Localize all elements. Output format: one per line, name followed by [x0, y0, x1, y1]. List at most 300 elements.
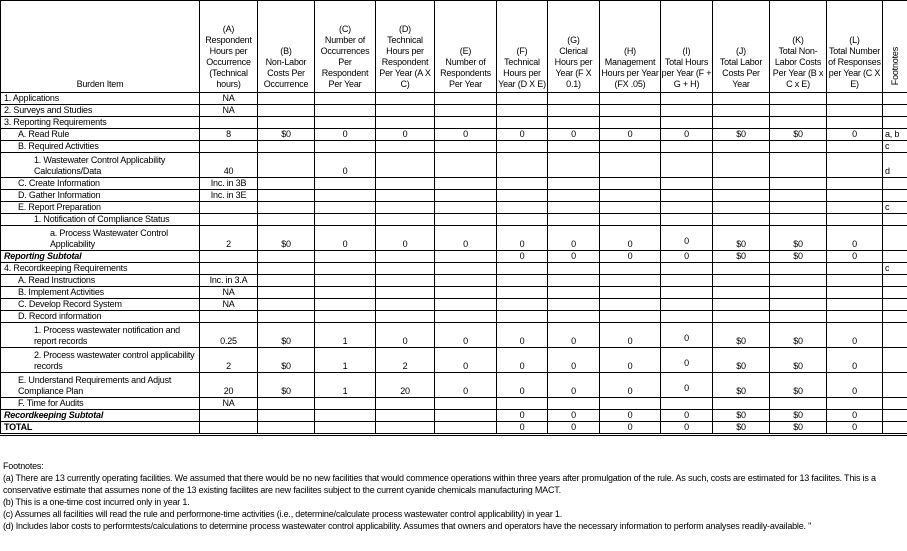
- value-cell: [827, 93, 883, 105]
- value-cell: [497, 105, 548, 117]
- value-cell: 0: [548, 226, 600, 251]
- column-header: (E) Number of Respondents Per Year: [435, 1, 497, 93]
- table-header-row: [1, 1, 907, 93]
- column-header-burden-item: Burden Item: [1, 1, 200, 93]
- column-header: (D) Technical Hours per Respondent Per Year (A X C): [376, 1, 435, 93]
- value-cell: [600, 117, 661, 129]
- value-cell: [315, 214, 376, 226]
- footnotes-section: [3, 460, 903, 532]
- value-cell: [548, 202, 600, 214]
- value-cell: 0: [827, 422, 883, 435]
- value-cell: 0: [600, 226, 661, 251]
- table-row: [1, 275, 907, 287]
- value-cell: [548, 275, 600, 287]
- value-cell: [200, 422, 258, 435]
- value-cell: [827, 117, 883, 129]
- footnote-ref-cell: [883, 93, 907, 105]
- footnote-ref-cell: [883, 410, 907, 422]
- value-cell: [435, 141, 497, 153]
- value-cell: [770, 105, 827, 117]
- footnote-ref-cell: [883, 398, 907, 410]
- value-cell: 0: [315, 129, 376, 141]
- value-cell: [548, 178, 600, 190]
- burden-item-cell: 2. Surveys and Studies: [1, 105, 200, 117]
- value-cell: 0: [600, 373, 661, 398]
- value-cell: 0: [600, 129, 661, 141]
- value-cell: [713, 105, 770, 117]
- table-row: [1, 141, 907, 153]
- value-cell: [713, 214, 770, 226]
- footnote-ref-cell: [883, 287, 907, 299]
- value-cell: 0: [435, 348, 497, 373]
- value-cell: 0: [827, 348, 883, 373]
- value-cell: 0: [435, 323, 497, 348]
- column-header: (B) Non-Labor Costs Per Occurrence: [258, 1, 315, 93]
- footnote-ref-cell: [883, 311, 907, 323]
- value-cell: [661, 190, 713, 202]
- value-cell: [376, 422, 435, 435]
- value-cell: [376, 117, 435, 129]
- value-cell: [770, 214, 827, 226]
- value-cell: 0: [661, 251, 713, 263]
- value-cell: [770, 275, 827, 287]
- value-cell: [770, 202, 827, 214]
- value-cell: [713, 263, 770, 275]
- footnote-ref-cell: [883, 251, 907, 263]
- value-cell: 0: [435, 226, 497, 251]
- value-cell: [315, 190, 376, 202]
- value-cell: $0: [713, 323, 770, 348]
- value-cell: 0: [497, 373, 548, 398]
- value-cell: [827, 178, 883, 190]
- footnote-ref-cell: [883, 178, 907, 190]
- value-cell: [258, 105, 315, 117]
- value-cell: [827, 275, 883, 287]
- footnote-ref-cell: [883, 105, 907, 117]
- value-cell: $0: [713, 410, 770, 422]
- value-cell: [315, 178, 376, 190]
- value-cell: [258, 398, 315, 410]
- value-cell: [600, 153, 661, 178]
- value-cell: [497, 190, 548, 202]
- value-cell: [497, 93, 548, 105]
- burden-item-cell: C. Create Information: [1, 178, 200, 190]
- value-cell: [548, 311, 600, 323]
- burden-item-cell: E. Understand Requirements and Adjust Compliance Plan: [1, 373, 200, 398]
- value-text: 0: [684, 333, 689, 343]
- burden-item-cell: Reporting Subtotal: [1, 251, 200, 263]
- value-cell: 0: [497, 251, 548, 263]
- value-cell: [548, 398, 600, 410]
- value-cell: [435, 214, 497, 226]
- total-row: [1, 422, 907, 435]
- value-cell: [376, 275, 435, 287]
- table-row: [1, 299, 907, 311]
- footnote-ref-cell: [883, 422, 907, 435]
- footnote-ref-cell: [883, 117, 907, 129]
- value-cell: 0: [600, 251, 661, 263]
- value-cell: 2: [200, 226, 258, 251]
- value-cell: [376, 214, 435, 226]
- value-cell: $0: [258, 226, 315, 251]
- burden-item-cell: Recordkeeping Subtotal: [1, 410, 200, 422]
- burden-item-cell: B. Implement Activities: [1, 287, 200, 299]
- value-cell: [376, 178, 435, 190]
- value-cell: [315, 105, 376, 117]
- value-cell: NA: [200, 93, 258, 105]
- value-cell: 1: [315, 348, 376, 373]
- subtotal-row: [1, 251, 907, 263]
- value-cell: [315, 311, 376, 323]
- value-cell: [827, 202, 883, 214]
- value-cell: [497, 178, 548, 190]
- value-cell: [713, 117, 770, 129]
- value-cell: Inc. in 3E: [200, 190, 258, 202]
- table-body: [1, 93, 907, 435]
- value-cell: [258, 263, 315, 275]
- value-cell: $0: [770, 226, 827, 251]
- value-cell: [315, 299, 376, 311]
- value-cell: [258, 93, 315, 105]
- value-cell: [200, 251, 258, 263]
- footnote-ref-cell: c: [883, 202, 907, 214]
- value-cell: [661, 202, 713, 214]
- burden-item-cell: 1. Process wastewater notification and report records: [1, 323, 200, 348]
- value-cell: [600, 93, 661, 105]
- value-cell: [497, 263, 548, 275]
- value-cell: [770, 93, 827, 105]
- value-cell: 0: [548, 323, 600, 348]
- table-row: [1, 263, 907, 275]
- value-cell: [376, 153, 435, 178]
- value-cell: [435, 190, 497, 202]
- footnotes-heading: Footnotes:: [3, 461, 44, 471]
- subtotal-row: [1, 410, 907, 422]
- value-cell: $0: [713, 251, 770, 263]
- value-cell: [435, 275, 497, 287]
- value-cell: [200, 117, 258, 129]
- value-cell: [258, 410, 315, 422]
- value-cell: [661, 178, 713, 190]
- column-header: (A) Respondent Hours per Occurrence (Technical hours): [200, 1, 258, 93]
- value-cell: [770, 311, 827, 323]
- burden-item-cell: F. Time for Audits: [1, 398, 200, 410]
- value-cell: [315, 117, 376, 129]
- column-header: (C) Number of Occurrences Per Respondent Per Year: [315, 1, 376, 93]
- column-header: (H) Management Hours per Year (FX .05): [600, 1, 661, 93]
- value-cell: [376, 299, 435, 311]
- value-cell: NA: [200, 299, 258, 311]
- value-cell: [713, 398, 770, 410]
- burden-item-cell: B. Required Activities: [1, 141, 200, 153]
- value-cell: [315, 422, 376, 435]
- value-cell: $0: [713, 422, 770, 435]
- value-cell: [497, 398, 548, 410]
- value-cell: [497, 153, 548, 178]
- value-cell: [376, 190, 435, 202]
- footnote-ref-cell: [883, 214, 907, 226]
- value-cell: 0: [497, 226, 548, 251]
- value-cell: [827, 299, 883, 311]
- value-cell: [661, 105, 713, 117]
- value-cell: [600, 287, 661, 299]
- value-cell: [770, 178, 827, 190]
- footnote-text: (b) This is a one-time cost incurred only in year 1.: [3, 497, 190, 507]
- value-text: 0: [684, 236, 689, 246]
- value-cell: [548, 263, 600, 275]
- value-cell: [661, 226, 713, 251]
- burden-item-cell: A. Read Instructions: [1, 275, 200, 287]
- value-cell: [661, 275, 713, 287]
- value-cell: [258, 422, 315, 435]
- value-cell: [600, 190, 661, 202]
- value-cell: [713, 190, 770, 202]
- table-row: [1, 105, 907, 117]
- value-cell: [827, 190, 883, 202]
- table-row: [1, 323, 907, 348]
- value-cell: [258, 202, 315, 214]
- value-cell: [713, 153, 770, 178]
- value-cell: [548, 141, 600, 153]
- value-cell: [435, 93, 497, 105]
- value-cell: [600, 202, 661, 214]
- value-cell: [600, 263, 661, 275]
- value-cell: [770, 287, 827, 299]
- footnote-ref-cell: [883, 190, 907, 202]
- footnote-ref-cell: [883, 299, 907, 311]
- value-cell: [435, 410, 497, 422]
- value-cell: [600, 311, 661, 323]
- value-cell: 0: [548, 129, 600, 141]
- value-cell: 20: [200, 373, 258, 398]
- table-row: [1, 214, 907, 226]
- table-row: [1, 287, 907, 299]
- value-cell: 40: [200, 153, 258, 178]
- burden-item-cell: D. Record information: [1, 311, 200, 323]
- value-cell: [376, 141, 435, 153]
- value-cell: [497, 287, 548, 299]
- column-header: (J) Total Labor Costs Per Year: [713, 1, 770, 93]
- value-cell: [200, 141, 258, 153]
- footnote-text: (c) Assumes all facilities will read the rule and performone-time activities (i.e., determine/calculate process wastewater control applicability) in year 1.: [3, 509, 563, 519]
- value-cell: [713, 299, 770, 311]
- value-cell: [661, 117, 713, 129]
- table-row: [1, 202, 907, 214]
- value-cell: [376, 202, 435, 214]
- value-cell: $0: [770, 348, 827, 373]
- value-cell: [548, 117, 600, 129]
- value-cell: [258, 214, 315, 226]
- value-cell: [770, 117, 827, 129]
- footnote-ref-cell: [883, 275, 907, 287]
- value-cell: [713, 202, 770, 214]
- value-cell: 0: [376, 323, 435, 348]
- value-cell: [435, 398, 497, 410]
- column-header: (K) Total Non-Labor Costs Per Year (B x C x E): [770, 1, 827, 93]
- value-cell: [770, 153, 827, 178]
- value-cell: 0: [548, 251, 600, 263]
- footnote-ref-cell: [883, 348, 907, 373]
- burden-item-cell: 4. Recordkeeping Requirements: [1, 263, 200, 275]
- value-cell: 0: [827, 129, 883, 141]
- value-cell: [497, 202, 548, 214]
- value-cell: [661, 141, 713, 153]
- burden-item-cell: TOTAL: [1, 422, 200, 435]
- value-cell: [770, 263, 827, 275]
- value-cell: $0: [770, 323, 827, 348]
- value-cell: [548, 299, 600, 311]
- burden-item-cell: 1. Wastewater Control Applicability Calculations/Data: [1, 153, 200, 178]
- column-header: (F) Technical Hours per Year (D X E): [497, 1, 548, 93]
- value-cell: [713, 311, 770, 323]
- value-cell: [827, 153, 883, 178]
- value-cell: [200, 214, 258, 226]
- value-cell: 1: [315, 323, 376, 348]
- value-cell: [497, 311, 548, 323]
- value-cell: [258, 153, 315, 178]
- value-cell: [315, 141, 376, 153]
- column-header: (L) Total Number of Responses per Year (C X E): [827, 1, 883, 93]
- value-cell: 0: [497, 348, 548, 373]
- value-cell: 0: [315, 226, 376, 251]
- footnote-text: (a) There are 13 currently operating facilities. We assumed that there would be no new facilities that would commence operations within three years after promulgation of the rule. As such, costs are estimated for 13 facilites. This is a conservative estimate that assumes none of the 13 existing facilites are new facilites subject to the current cyanide chemicals manufacturing MACT.: [3, 473, 876, 495]
- value-cell: [497, 299, 548, 311]
- value-cell: [548, 153, 600, 178]
- value-cell: 0: [827, 323, 883, 348]
- table-row: [1, 153, 907, 178]
- value-cell: [376, 105, 435, 117]
- value-cell: [661, 398, 713, 410]
- value-cell: $0: [713, 348, 770, 373]
- value-text: 0: [684, 383, 689, 393]
- burden-item-cell: 1. Notification of Compliance Status: [1, 214, 200, 226]
- value-cell: 0: [827, 373, 883, 398]
- value-cell: [435, 202, 497, 214]
- table-row: [1, 129, 907, 141]
- value-cell: $0: [770, 373, 827, 398]
- column-header: (I) Total Hours per Year (F + G + H): [661, 1, 713, 93]
- value-cell: [315, 287, 376, 299]
- value-cell: [376, 93, 435, 105]
- table-row: [1, 348, 907, 373]
- value-cell: [435, 263, 497, 275]
- burden-item-cell: E. Report Preparation: [1, 202, 200, 214]
- value-cell: [258, 251, 315, 263]
- value-cell: [600, 214, 661, 226]
- value-cell: [258, 190, 315, 202]
- table-row: [1, 190, 907, 202]
- value-cell: [315, 275, 376, 287]
- column-header-footnotes: [883, 1, 907, 93]
- value-cell: 0: [827, 410, 883, 422]
- value-cell: $0: [713, 226, 770, 251]
- value-cell: [258, 287, 315, 299]
- value-cell: [827, 311, 883, 323]
- value-cell: 0: [661, 422, 713, 435]
- value-cell: [200, 311, 258, 323]
- value-cell: $0: [770, 251, 827, 263]
- footnote-ref-cell: [883, 323, 907, 348]
- value-cell: [497, 214, 548, 226]
- value-cell: [661, 153, 713, 178]
- value-cell: [435, 105, 497, 117]
- value-cell: [497, 117, 548, 129]
- value-cell: [200, 202, 258, 214]
- value-cell: 0: [548, 373, 600, 398]
- value-cell: $0: [258, 373, 315, 398]
- value-cell: 0: [497, 323, 548, 348]
- value-cell: [315, 93, 376, 105]
- value-cell: [661, 214, 713, 226]
- value-cell: [258, 117, 315, 129]
- value-cell: 0: [600, 323, 661, 348]
- value-cell: 2: [200, 348, 258, 373]
- value-cell: [600, 299, 661, 311]
- value-cell: [661, 263, 713, 275]
- value-cell: [661, 348, 713, 373]
- value-cell: 0: [548, 422, 600, 435]
- value-cell: [376, 287, 435, 299]
- value-cell: $0: [770, 422, 827, 435]
- value-cell: 0: [661, 410, 713, 422]
- value-cell: 0: [497, 422, 548, 435]
- value-cell: [770, 299, 827, 311]
- value-cell: [661, 287, 713, 299]
- value-cell: $0: [713, 129, 770, 141]
- value-cell: [315, 410, 376, 422]
- value-cell: 0: [497, 410, 548, 422]
- value-cell: 0: [497, 129, 548, 141]
- value-cell: NA: [200, 398, 258, 410]
- value-cell: 0: [376, 129, 435, 141]
- value-cell: [258, 299, 315, 311]
- value-cell: 8: [200, 129, 258, 141]
- value-cell: [435, 251, 497, 263]
- burden-item-cell: D. Gather Information: [1, 190, 200, 202]
- value-cell: 0: [600, 422, 661, 435]
- value-cell: [376, 398, 435, 410]
- value-cell: 0: [376, 226, 435, 251]
- value-cell: [827, 214, 883, 226]
- value-cell: [661, 93, 713, 105]
- value-cell: [600, 105, 661, 117]
- value-cell: [661, 373, 713, 398]
- value-cell: $0: [258, 348, 315, 373]
- value-cell: [200, 410, 258, 422]
- value-cell: [548, 214, 600, 226]
- value-cell: [661, 323, 713, 348]
- burden-item-cell: A. Read Rule: [1, 129, 200, 141]
- footnote-text: (d) Includes labor costs to performtests/calculations to determine process wastewater control applicability. Assumes that owners and operators have the necessary information to perform analyses readily-available. ": [3, 521, 812, 531]
- footnote-ref-cell: c: [883, 141, 907, 153]
- value-cell: [376, 311, 435, 323]
- value-cell: [258, 311, 315, 323]
- value-cell: $0: [713, 373, 770, 398]
- value-cell: [827, 287, 883, 299]
- value-cell: [435, 117, 497, 129]
- value-cell: $0: [258, 323, 315, 348]
- value-cell: 1: [315, 373, 376, 398]
- value-cell: [600, 398, 661, 410]
- value-cell: [713, 93, 770, 105]
- table-row: [1, 93, 907, 105]
- burden-item-cell: C. Develop Record System: [1, 299, 200, 311]
- table-row: [1, 311, 907, 323]
- burden-item-cell: 3. Reporting Requirements: [1, 117, 200, 129]
- value-cell: [600, 141, 661, 153]
- value-cell: [600, 178, 661, 190]
- value-cell: [315, 251, 376, 263]
